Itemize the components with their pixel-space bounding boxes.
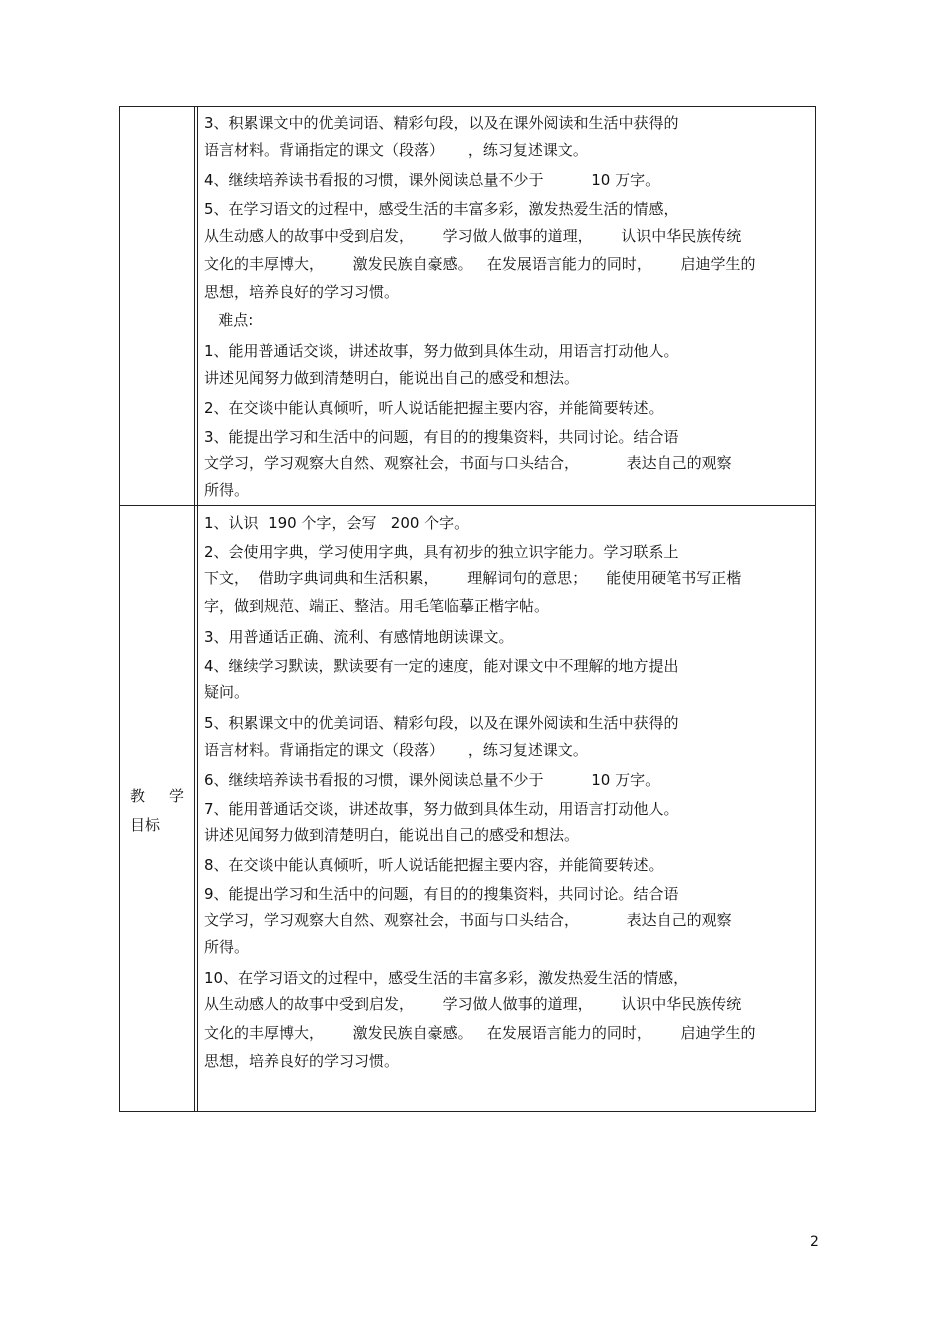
- text-line: 文学习，学习观察大自然、观察社会，书面与口头结合， 表达自己的观察: [204, 911, 732, 929]
- row-label-char: 学: [168, 787, 184, 805]
- text-line: 5、在学习语文的过程中，感受生活的丰富多彩，激发热爱生活的情感，: [204, 200, 679, 218]
- text-line: 从生动感人的故事中受到启发， 学习做人做事的道理， 认识中华民族传统: [204, 227, 742, 245]
- text-line: 3、积累课文中的优美词语、精彩句段，以及在课外阅读和生活中获得的: [204, 114, 679, 132]
- text-line: 思想，培养良好的学习习惯。: [204, 1052, 400, 1070]
- row-content-cell: [204, 107, 801, 505]
- text-line: 4、继续学习默读，默读要有一定的速度，能对课文中不理解的地方提出: [204, 657, 679, 675]
- column-divider: [194, 107, 198, 505]
- text-line: 疑问。: [204, 683, 250, 701]
- text-line: 4、继续培养读书看报的习惯，课外阅读总量不少于 10 万字。: [204, 171, 661, 189]
- row-label-cell-empty: [120, 107, 194, 505]
- content-table: [119, 106, 816, 1112]
- text-line: 所得。: [204, 481, 250, 499]
- text-line: 文化的丰厚博大， 激发民族自豪感。 在发展语言能力的同时， 启迪学生的: [204, 255, 756, 273]
- page-number: 2: [810, 1234, 819, 1250]
- text-line: 9、能提出学习和生活中的问题，有目的的搜集资料，共同讨论。结合语: [204, 885, 679, 903]
- text-line: 8、在交谈中能认真倾听，听人说话能把握主要内容，并能简要转述。: [204, 856, 664, 874]
- table-row-difficulties: [120, 107, 815, 506]
- text-line: 2、在交谈中能认真倾听，听人说话能把握主要内容，并能简要转述。: [204, 399, 664, 417]
- text-line: 3、用普通话正确、流利、有感情地朗读课文。: [204, 628, 514, 646]
- row-label-line2: 目标: [130, 816, 161, 834]
- row-content-cell: [204, 505, 801, 1111]
- text-line: 2、会使用字典，学习使用字典，具有初步的独立识字能力。学习联系上: [204, 543, 679, 561]
- table-row-teaching-goals: [120, 505, 815, 1111]
- text-line: 语言材料。背诵指定的课文（段落） ，练习复述课文。: [204, 741, 588, 759]
- row-label-line1: [130, 785, 184, 806]
- text-line: 1、能用普通话交谈，讲述故事，努力做到具体生动，用语言打动他人。: [204, 342, 679, 360]
- text-line: 6、继续培养读书看报的习惯，课外阅读总量不少于 10 万字。: [204, 771, 661, 789]
- text-line: 下文， 借助字典词典和生活积累， 理解词句的意思； 能使用硬笔书写正楷: [204, 569, 742, 587]
- text-line: 讲述见闻努力做到清楚明白，能说出自己的感受和想法。: [204, 826, 580, 844]
- text-line: 讲述见闻努力做到清楚明白，能说出自己的感受和想法。: [204, 369, 580, 387]
- text-line: 字，做到规范、端正、整洁。用毛笔临摹正楷字帖。: [204, 597, 550, 615]
- text-line: 思想，培养良好的学习习惯。: [204, 283, 400, 301]
- text-line: 1、认识 190 个字，会写 200 个字。: [204, 514, 470, 532]
- row-label-cell: [120, 505, 194, 1111]
- text-line: 10、在学习语文的过程中，感受生活的丰富多彩，激发热爱生活的情感，: [204, 969, 689, 987]
- text-line: 5、积累课文中的优美词语、精彩句段，以及在课外阅读和生活中获得的: [204, 714, 679, 732]
- text-line: 7、能用普通话交谈，讲述故事，努力做到具体生动，用语言打动他人。: [204, 800, 679, 818]
- text-line: 从生动感人的故事中受到启发， 学习做人做事的道理， 认识中华民族传统: [204, 995, 742, 1013]
- text-line: 文化的丰厚博大， 激发民族自豪感。 在发展语言能力的同时， 启迪学生的: [204, 1024, 756, 1042]
- row-label-char: 教: [130, 787, 146, 805]
- text-line: 语言材料。背诵指定的课文（段落） ，练习复述课文。: [204, 141, 588, 159]
- heading-difficulties: 难点:: [204, 311, 254, 329]
- text-line: 文学习，学习观察大自然、观察社会，书面与口头结合， 表达自己的观察: [204, 454, 732, 472]
- column-divider: [194, 505, 198, 1111]
- text-line: 3、能提出学习和生活中的问题，有目的的搜集资料，共同讨论。结合语: [204, 428, 679, 446]
- text-line: 所得。: [204, 938, 250, 956]
